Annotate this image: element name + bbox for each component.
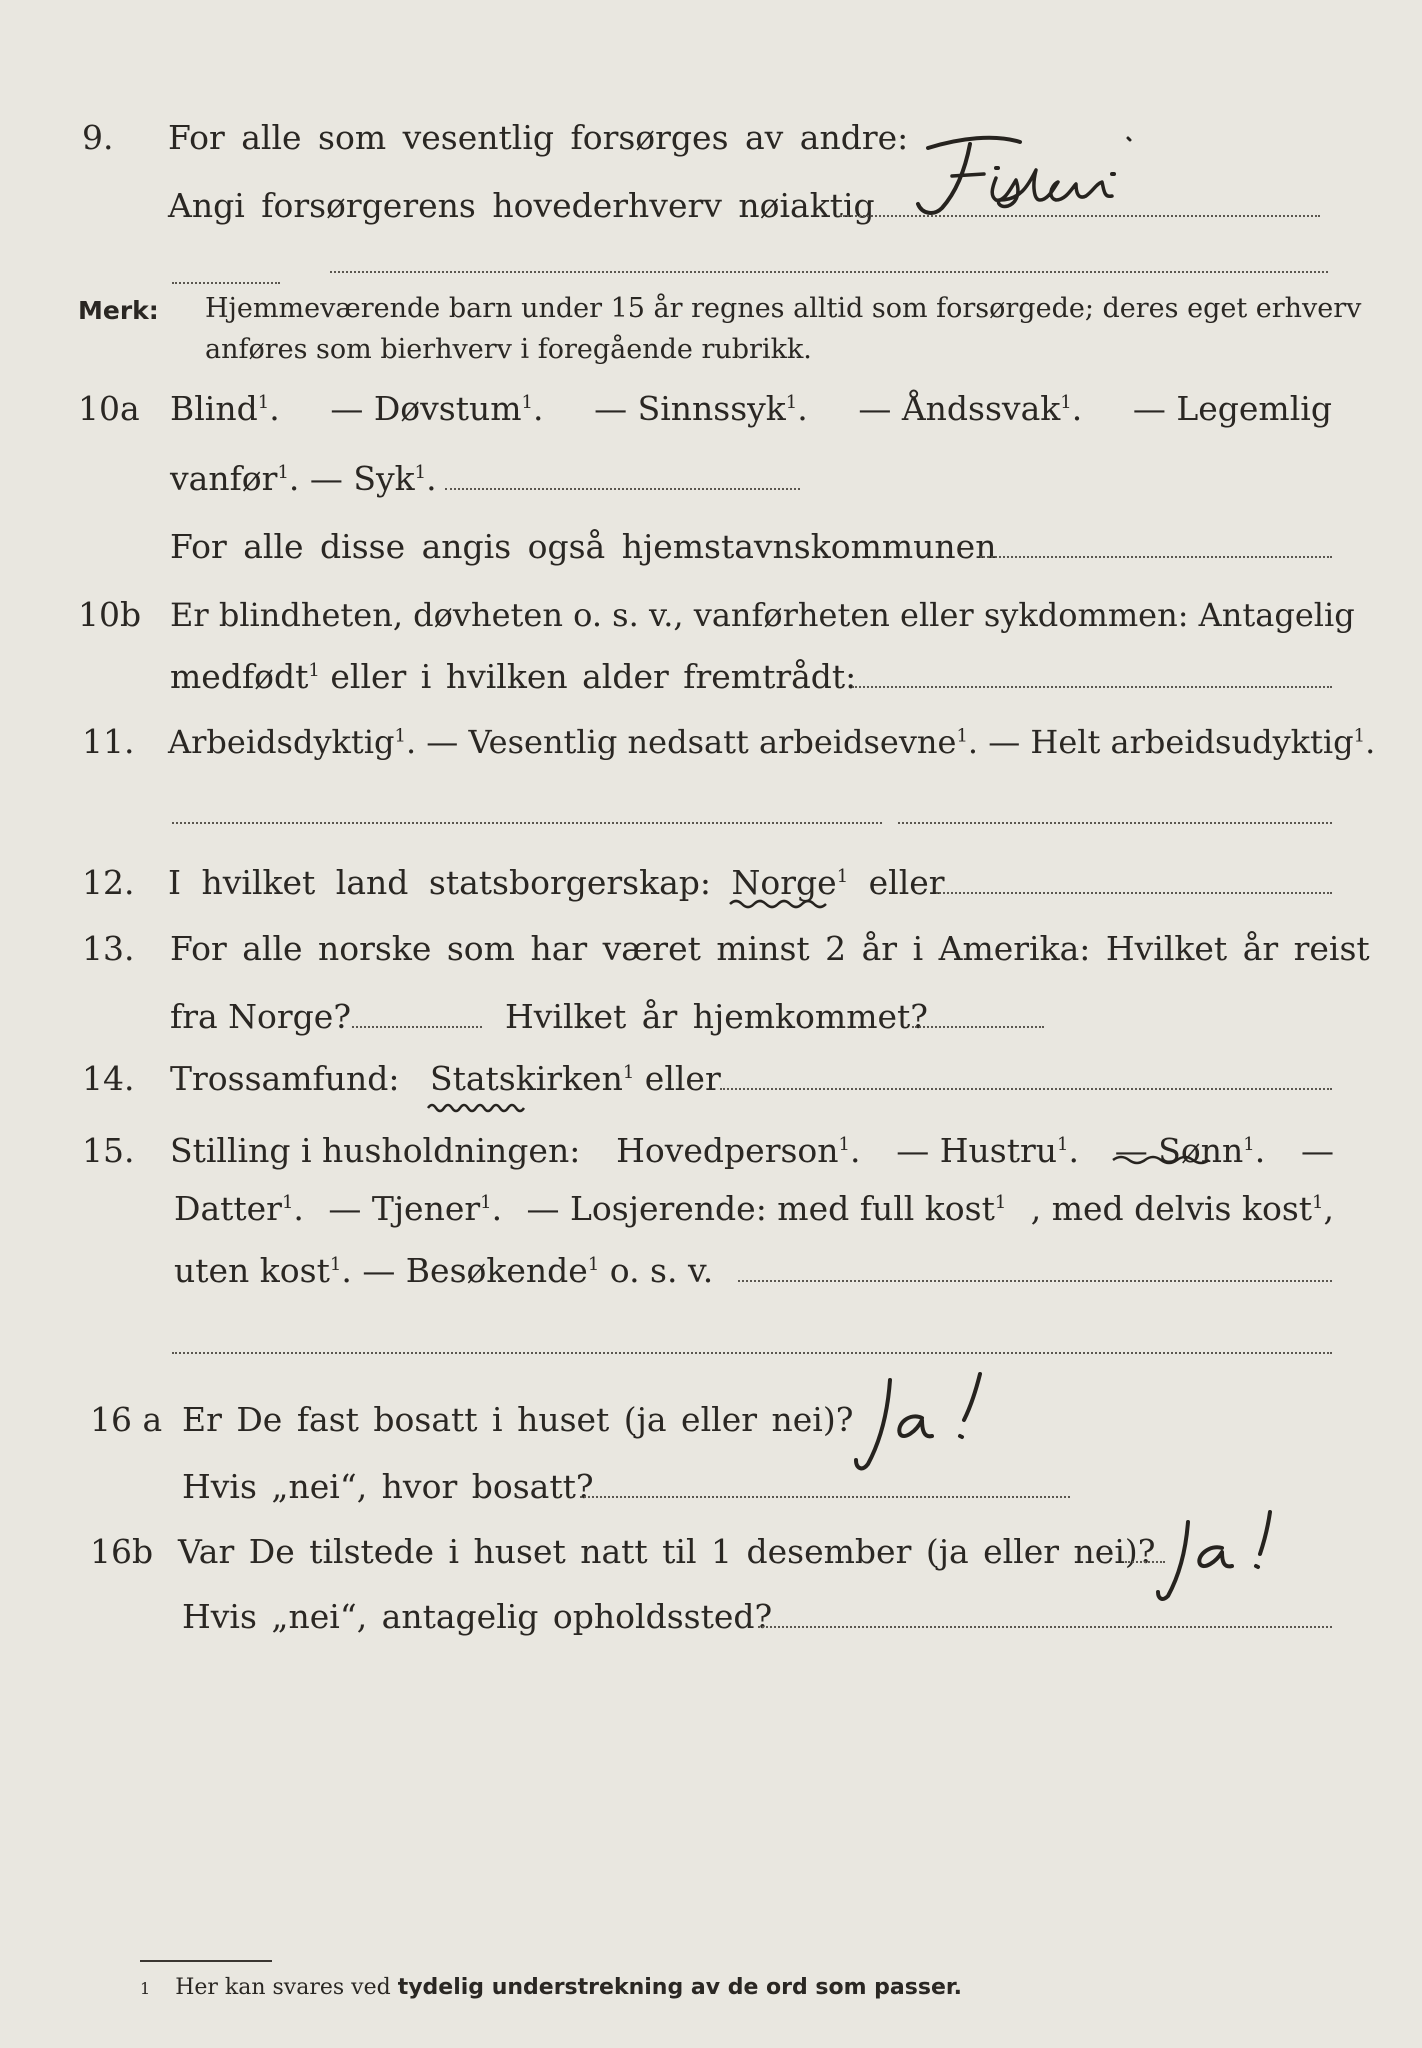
q14-label: Trossamfund: — [170, 1059, 400, 1098]
q16a-bosatt-question: Hvis „nei“, hvor bosatt? — [182, 1467, 594, 1506]
q14-number: 14. — [82, 1059, 135, 1098]
q10a-option-sinnssyk[interactable]: — Sinnssyk$^1$. — [594, 389, 808, 428]
q11-option-udyktig[interactable]: — Helt arbeidsudyktig$^1$. — [988, 723, 1376, 761]
q11-option-arbeidsdyktig[interactable]: Arbeidsdyktig$^1$. — [168, 723, 417, 761]
q15-options-3: uten kost$^1$. — Besøkende$^1$ o. s. v. — [174, 1251, 714, 1290]
q9-extra-line-a[interactable] — [172, 282, 280, 284]
merk-line1: Hjemmeværende barn under 15 år regnes alltid som forsørgede; deres eget erhverv — [205, 293, 1362, 324]
q13-reist-line[interactable] — [352, 1026, 482, 1028]
q15-option-hovedperson[interactable]: Hovedperson$^1$. — [616, 1131, 861, 1170]
q15-line1 — [0, 1126, 1422, 1176]
q15-option-besokende[interactable]: — Besøkende$^1$ — [362, 1251, 600, 1290]
q10b-question-2: medfødt$^1$ eller i hvilken alder fremtrådt: — [170, 657, 857, 696]
q15-options-2 — [174, 1184, 1334, 1234]
q14-line — [0, 1054, 1422, 1104]
q9-question: For alle som vesentlig forsørges av andre: — [168, 118, 909, 157]
q15-options: Stilling i husholdningen: Hovedperson$^1$. — Hustru$^1$. — Sønn$^1$. — — [170, 1126, 1334, 1176]
q9-question-2: Angi forsørgerens hovederhverv nøiaktig — [168, 186, 875, 225]
merk-label: Merk: — [78, 296, 159, 325]
q16a-line1 — [0, 1395, 1422, 1445]
q16b-line2 — [0, 1592, 1422, 1642]
q15-extra-line[interactable] — [172, 1352, 1332, 1354]
q16a-line2 — [0, 1462, 1422, 1512]
footnote-rule — [140, 1960, 272, 1962]
footnote-mark: 1 — [140, 1979, 151, 1998]
q12-line — [0, 858, 1422, 908]
q11-number: 11. — [82, 722, 135, 761]
q15-line2 — [0, 1184, 1422, 1234]
q14-option-statskirken-underlined[interactable]: Statskirken$^1$ — [430, 1054, 634, 1104]
q12-wavy-underline — [730, 898, 830, 908]
q9-handwriting-fiskeri — [900, 130, 1150, 220]
q12-question: I hvilket land statsborgerskap: Norge$^1$ eller — [168, 858, 945, 908]
q16b-question: Var De tilstede i huset natt til 1 desember (ja eller nei)? — [178, 1532, 1156, 1571]
q11-option-nedsatt[interactable]: — Vesentlig nedsatt arbeidsevne$^1$. — [426, 723, 979, 761]
footnote-text: Her kan svares ved — [175, 1975, 391, 2000]
q14-wavy-underline — [428, 1102, 528, 1112]
q10a-option-syk[interactable]: — Syk$^1$. — [309, 459, 437, 498]
q10a-line1 — [0, 384, 1422, 434]
q11-options — [168, 717, 1375, 767]
q13-line2 — [0, 992, 1422, 1042]
merk-line2: anføres som bierhverv i foregående rubrikk. — [205, 334, 812, 365]
q15-option-hustru[interactable]: — Hustru$^1$. — [896, 1131, 1079, 1170]
q11-answer-line-a[interactable] — [172, 822, 882, 824]
q10a-hjemstavn-line[interactable] — [980, 556, 1332, 558]
q12-number: 12. — [82, 863, 135, 902]
q10b-question: Er blindheten, døvheten o. s. v., vanførheten eller sykdommen: Antagelig — [170, 596, 1355, 634]
q13-hjemkommet-line[interactable] — [912, 1026, 1044, 1028]
q9-line1 — [0, 113, 1422, 163]
q10a-answer-line[interactable] — [445, 488, 800, 490]
q11-line — [0, 717, 1422, 767]
q13-number: 13. — [82, 929, 135, 968]
q15-answer-line[interactable] — [738, 1280, 1332, 1282]
q15-option-uten-kost[interactable]: uten kost$^1$. — [174, 1251, 352, 1290]
q14-answer: Statskirken$^1$ eller — [430, 1054, 721, 1104]
footnote — [140, 1975, 962, 2000]
q13-reist-label: fra Norge? — [170, 997, 352, 1036]
q9-number: 9. — [82, 118, 114, 157]
q10a-option-dovstum[interactable]: — Døvstum$^1$. — [330, 389, 544, 428]
q16b-opholdssted-question: Hvis „nei“, antagelig opholdssted? — [182, 1597, 773, 1636]
q16a-number: 16 a — [90, 1400, 163, 1439]
q16b-number: 16b — [90, 1532, 154, 1571]
q15-option-full-kost[interactable]: — Losjerende: med full kost$^1$ — [526, 1189, 1007, 1228]
q13-question: For alle norske som har været minst 2 år i Amerika: Hvilket år reist — [170, 929, 1370, 968]
q10b-line2 — [0, 652, 1422, 702]
q12-option-norge-underlined[interactable]: Norge$^1$ — [732, 858, 849, 908]
q10b-answer-line[interactable] — [852, 686, 1332, 688]
q15-option-sonn-underlined[interactable]: — Sønn$^1$. — [1114, 1131, 1266, 1170]
q10a-options-2 — [170, 454, 437, 504]
q14-answer-line[interactable] — [720, 1088, 1332, 1090]
q16a-answer-line[interactable] — [580, 1496, 1070, 1498]
q15-option-datter[interactable]: Datter$^1$. — [174, 1189, 304, 1228]
q10b-line1 — [0, 590, 1422, 640]
q11-answer-line-b[interactable] — [898, 822, 1332, 824]
q15-option-tjener[interactable]: — Tjener$^1$. — [328, 1189, 503, 1228]
q10a-options — [170, 384, 1332, 434]
q15-line3 — [0, 1246, 1422, 1296]
q10a-option-andssvak[interactable]: — Åndssvak$^1$. — [858, 389, 1083, 428]
q10a-option-blind[interactable]: Blind$^1$. — [170, 389, 280, 428]
q9-extra-line-b[interactable] — [330, 271, 1328, 273]
q10b-number: 10b — [78, 595, 142, 634]
q15-sonn-strike-mark — [1113, 1154, 1213, 1164]
q10a-number: 10a — [78, 389, 140, 428]
q10a-option-legemlig[interactable]: — Legemlig — [1132, 389, 1332, 428]
q16a-question: Er De fast bosatt i huset (ja eller nei)? — [182, 1400, 854, 1439]
q16b-opholdssted-line[interactable] — [758, 1626, 1332, 1628]
q10a-hjemstavn-question: For alle disse angis også hjemstavnskommunen — [170, 527, 997, 566]
q13-line1 — [0, 924, 1422, 974]
q10a-option-vanfor[interactable]: vanfør$^1$. — [170, 459, 300, 498]
q9-line2 — [0, 181, 1422, 231]
q10b-option-medfodt[interactable]: medfødt$^1$ — [170, 657, 320, 696]
q10a-line3 — [0, 522, 1422, 572]
q12-answer-line[interactable] — [936, 892, 1332, 894]
footnote-bold-text: tydelig understrekning av de ord som passer. — [397, 1975, 962, 2000]
q13-hjemkommet-label: Hvilket år hjemkommet? — [505, 997, 928, 1036]
q15-number: 15. — [82, 1131, 135, 1170]
q10a-line2 — [0, 454, 1422, 504]
q15-option-delvis-kost[interactable]: , med delvis kost$^1$, — [1030, 1189, 1334, 1228]
